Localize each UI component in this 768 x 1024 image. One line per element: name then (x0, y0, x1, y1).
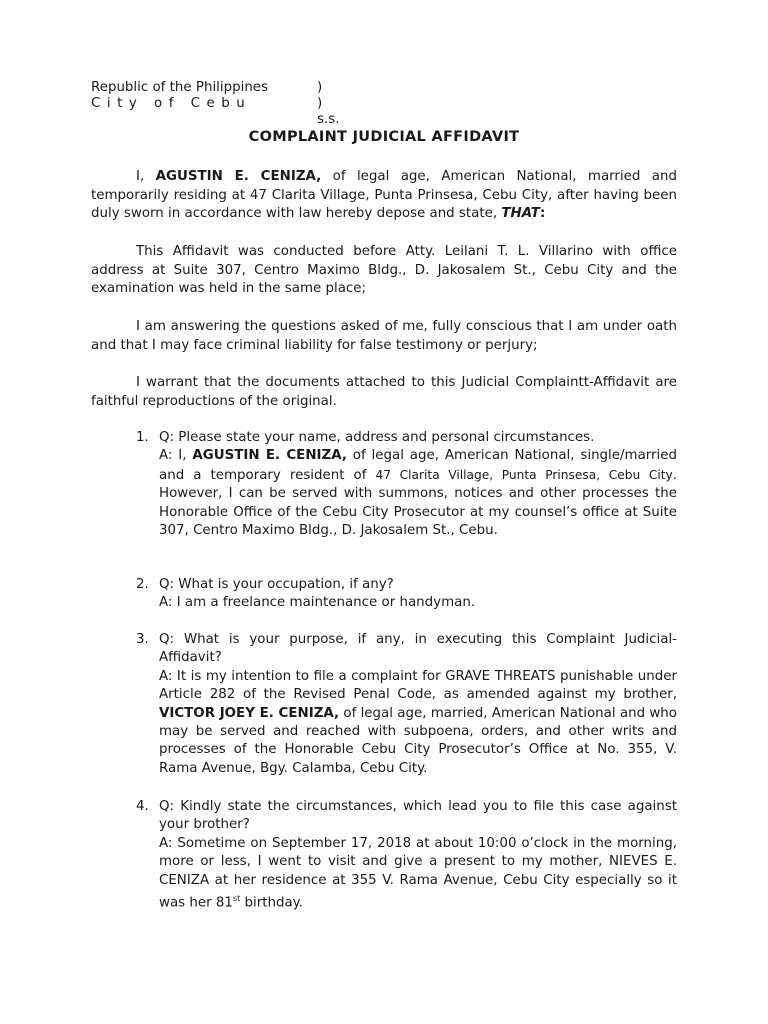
venue-paren: ) (317, 80, 323, 95)
qa-number: 3. (136, 632, 149, 647)
paragraph-warranty: I warrant that the documents attached to this Judicial Complaintt-Affidavit are faithful reproductions of the original. (91, 375, 677, 409)
venue-block (91, 80, 340, 127)
paragraph-under-oath: I am answering the questions asked of me, fully conscious that I am under oath and that I may face criminal liability for false testimony or perjury; (91, 319, 677, 353)
question-text: Q: Kindly state the circumstances, which lead you to file this case against your brother? (159, 799, 677, 833)
answer-name: AGUSTIN E. CENIZA, (192, 448, 347, 464)
answer-text-end: birthday. (240, 895, 303, 911)
answer-text: A: Sometime on September 17, 2018 at about 10:00 o’clock in the morning, more or less, I went to visit and give a present to my mother, NIEVES E. CENIZA at her residence at 355 V. Rama Avenue, Cebu City especially so it was her 81 (159, 835, 677, 911)
intro-text: of legal age, American National, married and temporarily residing at 47 Clarita Village, Punta Prinsesa, Cebu City, after having been duly sworn in accordance with law hereby depose and state, (91, 169, 677, 222)
affiant-name: AGUSTIN E. CENIZA, (155, 169, 322, 184)
answer-text-rest: of legal age, married, American National and who may be served and reached with subpoena, orders, and other writs and processes of the Honorable Cebu City Prosecutor’s Office at No. 355, V. Rama Avenue, Bgy. Calamba, Cebu City. (159, 705, 677, 776)
qa-item-1 (136, 429, 677, 540)
qa-item-2 (136, 576, 677, 613)
venue-city: City of Cebu (91, 96, 252, 111)
question-text: Q: Please state your name, address and personal circumstances. (159, 430, 595, 445)
qa-number: 4. (136, 799, 149, 814)
venue-republic: Republic of the Philippines (91, 80, 269, 95)
answer-text: A: I am a freelance maintenance or handyman. (159, 595, 476, 611)
answer-address: 47 Clarita Village, Punta Prinsesa, Cebu City (375, 467, 673, 482)
question-text: Q: What is your occupation, if any? (159, 577, 394, 592)
intro-that: THAT (501, 206, 540, 222)
respondent-name: VICTOR JOEY E. CENIZA, (159, 705, 340, 721)
answer-text: A: It is my intention to file a complaint for GRAVE THREATS punishable under Article 282 of the Revised Penal Code, as amended against my brother, (159, 668, 677, 703)
qa-number: 1. (136, 430, 149, 445)
paragraph-venue-of-affidavit: This Affidavit was conducted before Atty. Leilani T. L. Villarino with office address at Suite 307, Centro Maximo Bldg., D. Jakosalem St., Cebu City and the examination was held in the same place; (91, 244, 677, 297)
document-title: COMPLAINT JUDICIAL AFFIDAVIT (248, 129, 520, 145)
answer-prefix: A: I, (159, 448, 193, 464)
intro-paragraph (91, 168, 677, 224)
qa-item-3 (136, 631, 677, 778)
intro-colon: : (539, 206, 546, 222)
venue-ss: ) s.s. (317, 96, 340, 127)
question-text: Q: What is your purpose, if any, in executing this Complaint Judicial-Affidavit? (159, 632, 677, 666)
qa-item-4 (136, 798, 677, 913)
ordinal-suffix: st (232, 894, 241, 904)
qa-number: 2. (136, 577, 149, 592)
answer-text: of legal age, American National, single/married and a temporary resident of (159, 448, 678, 483)
answer-text-rest: . However, I can be served with summons, notices and other processes the Honorable Office of the Cebu City Prosecutor at my counsel’s office at Suite 307, Centro Maximo Bldg., D. Jakosalem St., Cebu. (159, 467, 678, 539)
intro-prefix: I, (136, 169, 156, 184)
